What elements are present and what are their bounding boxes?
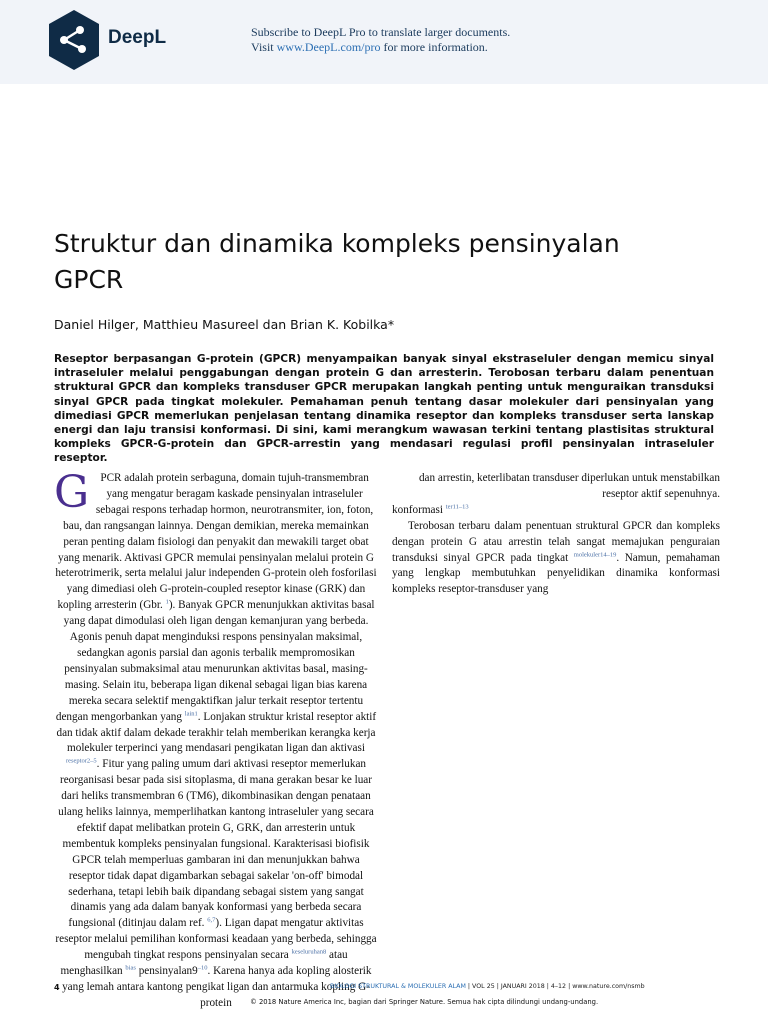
body-text: ). Banyak GPCR menunjukkan aktivitas basal yang dapat dimodulasi oleh ligan dengan kemanjuran yang berbeda. Agonis penuh dapat menginduksi respons pensinyalan maksimal, sedangkan agonis parsial dan agonis terbalik mempromosikan pensinyalan submaksimal atau menurunkan aktivitas basal, masing-masing. Selain itu, beberapa ligan dikenal sebagai ligan bias karena mereka secara selektif mengaktifkan jalur terkait reseptor tertentu dengan mengorbankan yang: [55, 599, 375, 723]
reference-link[interactable]: bias: [125, 964, 136, 972]
body-text: ). Ligan dapat mengatur aktivitas reseptor melalui pemilihan konformasi keadaan yang berbeda, sehingga mengubah tingkat respons pensinyalan secara: [55, 917, 377, 962]
deepl-pro-link[interactable]: www.DeepL.com/pro: [276, 40, 381, 54]
body-paragraph: dan arrestin, keterlibatan transduser diperlukan untuk menstabilkan reseptor aktif sepenuhnya.: [418, 472, 720, 500]
promo-line-2: [251, 40, 510, 55]
promo-tail: for more information.: [380, 40, 488, 54]
body-paragraph: [392, 503, 720, 519]
reference-link[interactable]: lain1: [184, 709, 198, 717]
journal-name: BIOLOGI STRUKTURAL & MOLEKULER ALAM: [330, 983, 466, 990]
body-text: . Namun, pemahaman yang lengkap membutuhkan penyelidikan dinamika konformasi kompleks reseptor-transduser yang: [392, 551, 720, 596]
deepl-logo-icon[interactable]: [47, 9, 101, 71]
page-number: 4: [54, 983, 60, 992]
body-text: PCR adalah protein serbaguna, domain tujuh-transmembran yang mengatur beragam kaskade pensinyalan intraseluler sebagai respons terhadap hormon, neurotransmiter, ion, foton, bau, dan rangsangan lainnya. Dengan demikian, mereka memainkan peran penting dalam fisiologi dan penyakit dan mewakili target obat yang menarik. Aktivasi GPCR memulai pensinyalan melalui protein G heterotrimerik, serta melalui jalur independen G-protein oleh fosforilasi yang dimediasi oleh G-protein-coupled reseptor kinase (GRK) dan kopling arresterin (Gbr.: [55, 472, 377, 612]
reference-link[interactable]: 6,7: [207, 916, 216, 924]
body-text: Terobosan terbaru dalam penentuan struktural GPCR dan kompleks dengan protein G atau arrestin telah sangat memajukan penguraian transduksi sinyal GPCR pada tingkat: [392, 519, 720, 564]
body-text: pensinyalan9: [135, 965, 198, 978]
promo-visit: Visit: [251, 40, 277, 54]
body-paragraph: [392, 519, 720, 599]
reference-link[interactable]: ter11–13: [445, 503, 469, 511]
reference-link[interactable]: keseluruhan8: [291, 948, 327, 956]
body-text: . Fitur yang paling umum dari aktivasi reseptor memerlukan reorganisasi besar pada sisi sitoplasma, di mana gerakan besar ke luar dari heliks transmembran 6 (TM6), dikombinasikan dengan penataan ulang heliks lainnya, memperlihatkan kantong intraseluler yang secara efektif dapat melibatkan protein G, GRK, dan arresterin untuk membentuk kompleks pensinyalan fungsional. Karakterisasi biofisik GPCR telah memperluas gambaran ini dan menunjukkan bahwa reseptor tidak dapat digambarkan sebagai sakelar 'on-off' bimodal sederhana, tetapi lebih baik dipandang sebagai sistem yang sangat dinamis yang ada dalam banyak konformasi yang berbeda secara fungsional (ditinjau dalam ref.: [58, 758, 374, 930]
reference-link[interactable]: reseptor2–5: [65, 757, 97, 765]
body-text: atau menghasilkan: [60, 949, 348, 978]
body-column-right: [392, 471, 720, 598]
reference-link[interactable]: –10: [197, 964, 208, 972]
article-authors: Daniel Hilger, Matthieu Masureel dan Brian K. Kobilka*: [54, 317, 395, 332]
body-column-left: [54, 467, 378, 1012]
article-title: Struktur dan dinamika kompleks pensinyalan GPCR: [54, 229, 620, 294]
article-abstract: Reseptor berpasangan G-protein (GPCR) menyampaikan banyak sinyal ekstraseluler dengan memicu sinyal intraseluler melalui penggabungan dengan protein G dan arresterin. Terobosan terbaru dalam penentuan struktural GPCR dan kompleks transduser GPCR merupakan langkah penting untuk menguraikan transduksi sinyal GPCR pada tingkat molekuler. Pemahaman penuh tentang dasar molekuler dari pensinyalan yang dimediasi GPCR memerlukan penjelasan tentang dinamika reseptor dan kompleks transduser serta lanskap energi dan laju transisi konformasi. Di sini, kami merangkum wawasan terkini tentang plastisitas struktural kompleks GPCR-G-protein dan GPCR-arrestin yang mendasari regulasi profil pensinyalan intraseluler reseptor.: [54, 353, 714, 465]
body-text: . Karena hanya ada kopling alosterik yang lemah antara kantong pengikat ligan dan antarmuka kopling G-protein: [62, 965, 372, 1009]
drop-cap: G: [54, 467, 90, 518]
journal-details[interactable]: | VOL 25 | JANUARI 2018 | 4–12 | www.nature.com/nsmb: [465, 983, 645, 990]
journal-footer: [330, 983, 645, 990]
subscribe-promo: [251, 25, 510, 55]
promo-line-1: Subscribe to DeepL Pro to translate larger documents.: [251, 25, 511, 39]
deepl-banner: [0, 0, 768, 84]
body-text: konformasi: [392, 503, 446, 516]
figure-link[interactable]: 1: [165, 598, 169, 606]
copyright-line: © 2018 Nature America Inc, bagian dari Springer Nature. Semua hak cipta dilindungi undang-undang.: [250, 998, 599, 1006]
deepl-logo-text[interactable]: DeepL: [108, 27, 167, 48]
reference-link[interactable]: molekuler14–19: [573, 550, 617, 558]
body-text: . Lonjakan struktur kristal reseptor aktif dan tidak aktif dalam dekade terakhir telah memberikan kerangka kerja molekuler terperinci yang mendasari pengikatan ligan dan aktivasi: [56, 710, 377, 755]
